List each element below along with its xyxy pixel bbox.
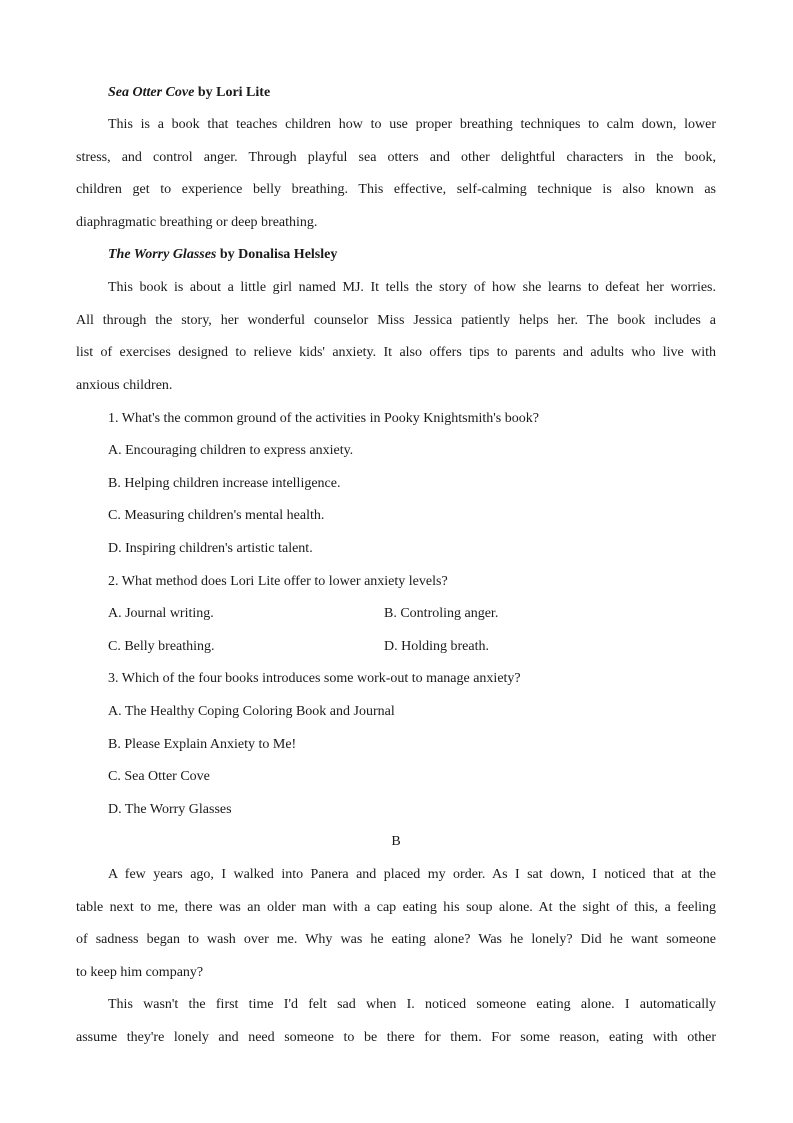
- book-author: by Donalisa Helsley: [216, 247, 338, 262]
- question-2-option-a: A. Journal writing.: [108, 606, 214, 621]
- question-2-stem: 2. What method does Lori Lite offer to lower anxiety levels?: [108, 574, 448, 589]
- book-title: Sea Otter Cove: [108, 85, 195, 100]
- book-author: by Lori Lite: [194, 85, 271, 100]
- question-2-option-b: B. Controling anger.: [384, 606, 499, 621]
- paragraph-line: to keep him company?: [76, 965, 204, 980]
- paragraph-line: assume they're lonely and need someone to be there for them. For some reason, eating with other: [76, 1030, 716, 1045]
- paragraph-line: table next to me, there was an older man with a cap eating his soup alone. At the sight of this, a feeling: [76, 900, 716, 915]
- book-heading-worry-glasses: [108, 246, 337, 264]
- paragraph-line: children get to experience belly breathing. This effective, self-calming technique is also known as: [76, 182, 716, 197]
- question-3-option-b: B. Please Explain Anxiety to Me!: [108, 737, 297, 752]
- paragraph-line: anxious children.: [76, 378, 173, 393]
- paragraph-line: diaphragmatic breathing or deep breathing.: [76, 215, 318, 230]
- paragraph-line: This wasn't the first time I'd felt sad when I. noticed someone eating alone. I automatically: [108, 997, 716, 1012]
- paragraph-line: A few years ago, I walked into Panera and placed my order. As I sat down, I noticed that at the: [108, 867, 716, 882]
- question-2-option-c: C. Belly breathing.: [108, 639, 215, 654]
- section-heading-b: B: [391, 834, 401, 849]
- question-1-option-b: B. Helping children increase intelligence.: [108, 476, 341, 491]
- question-3-option-a: A. The Healthy Coping Coloring Book and Journal: [108, 704, 395, 719]
- paragraph-line: This is a book that teaches children how to use proper breathing techniques to calm down, lower: [108, 117, 716, 132]
- question-3-option-d: D. The Worry Glasses: [108, 802, 232, 817]
- question-1-stem: 1. What's the common ground of the activities in Pooky Knightsmith's book?: [108, 411, 539, 426]
- question-1-option-c: C. Measuring children's mental health.: [108, 508, 325, 523]
- book-title: The Worry Glasses: [108, 247, 217, 262]
- question-3-stem: 3. Which of the four books introduces some work-out to manage anxiety?: [108, 671, 521, 686]
- paragraph-line: stress, and control anger. Through playful sea otters and other delightful characters in the book,: [76, 150, 716, 165]
- question-1-option-d: D. Inspiring children's artistic talent.: [108, 541, 313, 556]
- paragraph-line: of sadness began to wash over me. Why was he eating alone? Was he lonely? Did he want someone: [76, 932, 716, 947]
- book-heading-sea-otter-cove: [108, 84, 270, 102]
- question-3-option-c: C. Sea Otter Cove: [108, 769, 210, 784]
- question-1-option-a: A. Encouraging children to express anxiety.: [108, 443, 354, 458]
- paragraph-line: This book is about a little girl named MJ. It tells the story of how she learns to defeat her worries.: [108, 280, 716, 295]
- paragraph-line: list of exercises designed to relieve kids' anxiety. It also offers tips to parents and adults who live with: [76, 345, 716, 360]
- paragraph-line: All through the story, her wonderful counselor Miss Jessica patiently helps her. The book includes a: [76, 313, 716, 328]
- question-2-option-d: D. Holding breath.: [384, 639, 489, 654]
